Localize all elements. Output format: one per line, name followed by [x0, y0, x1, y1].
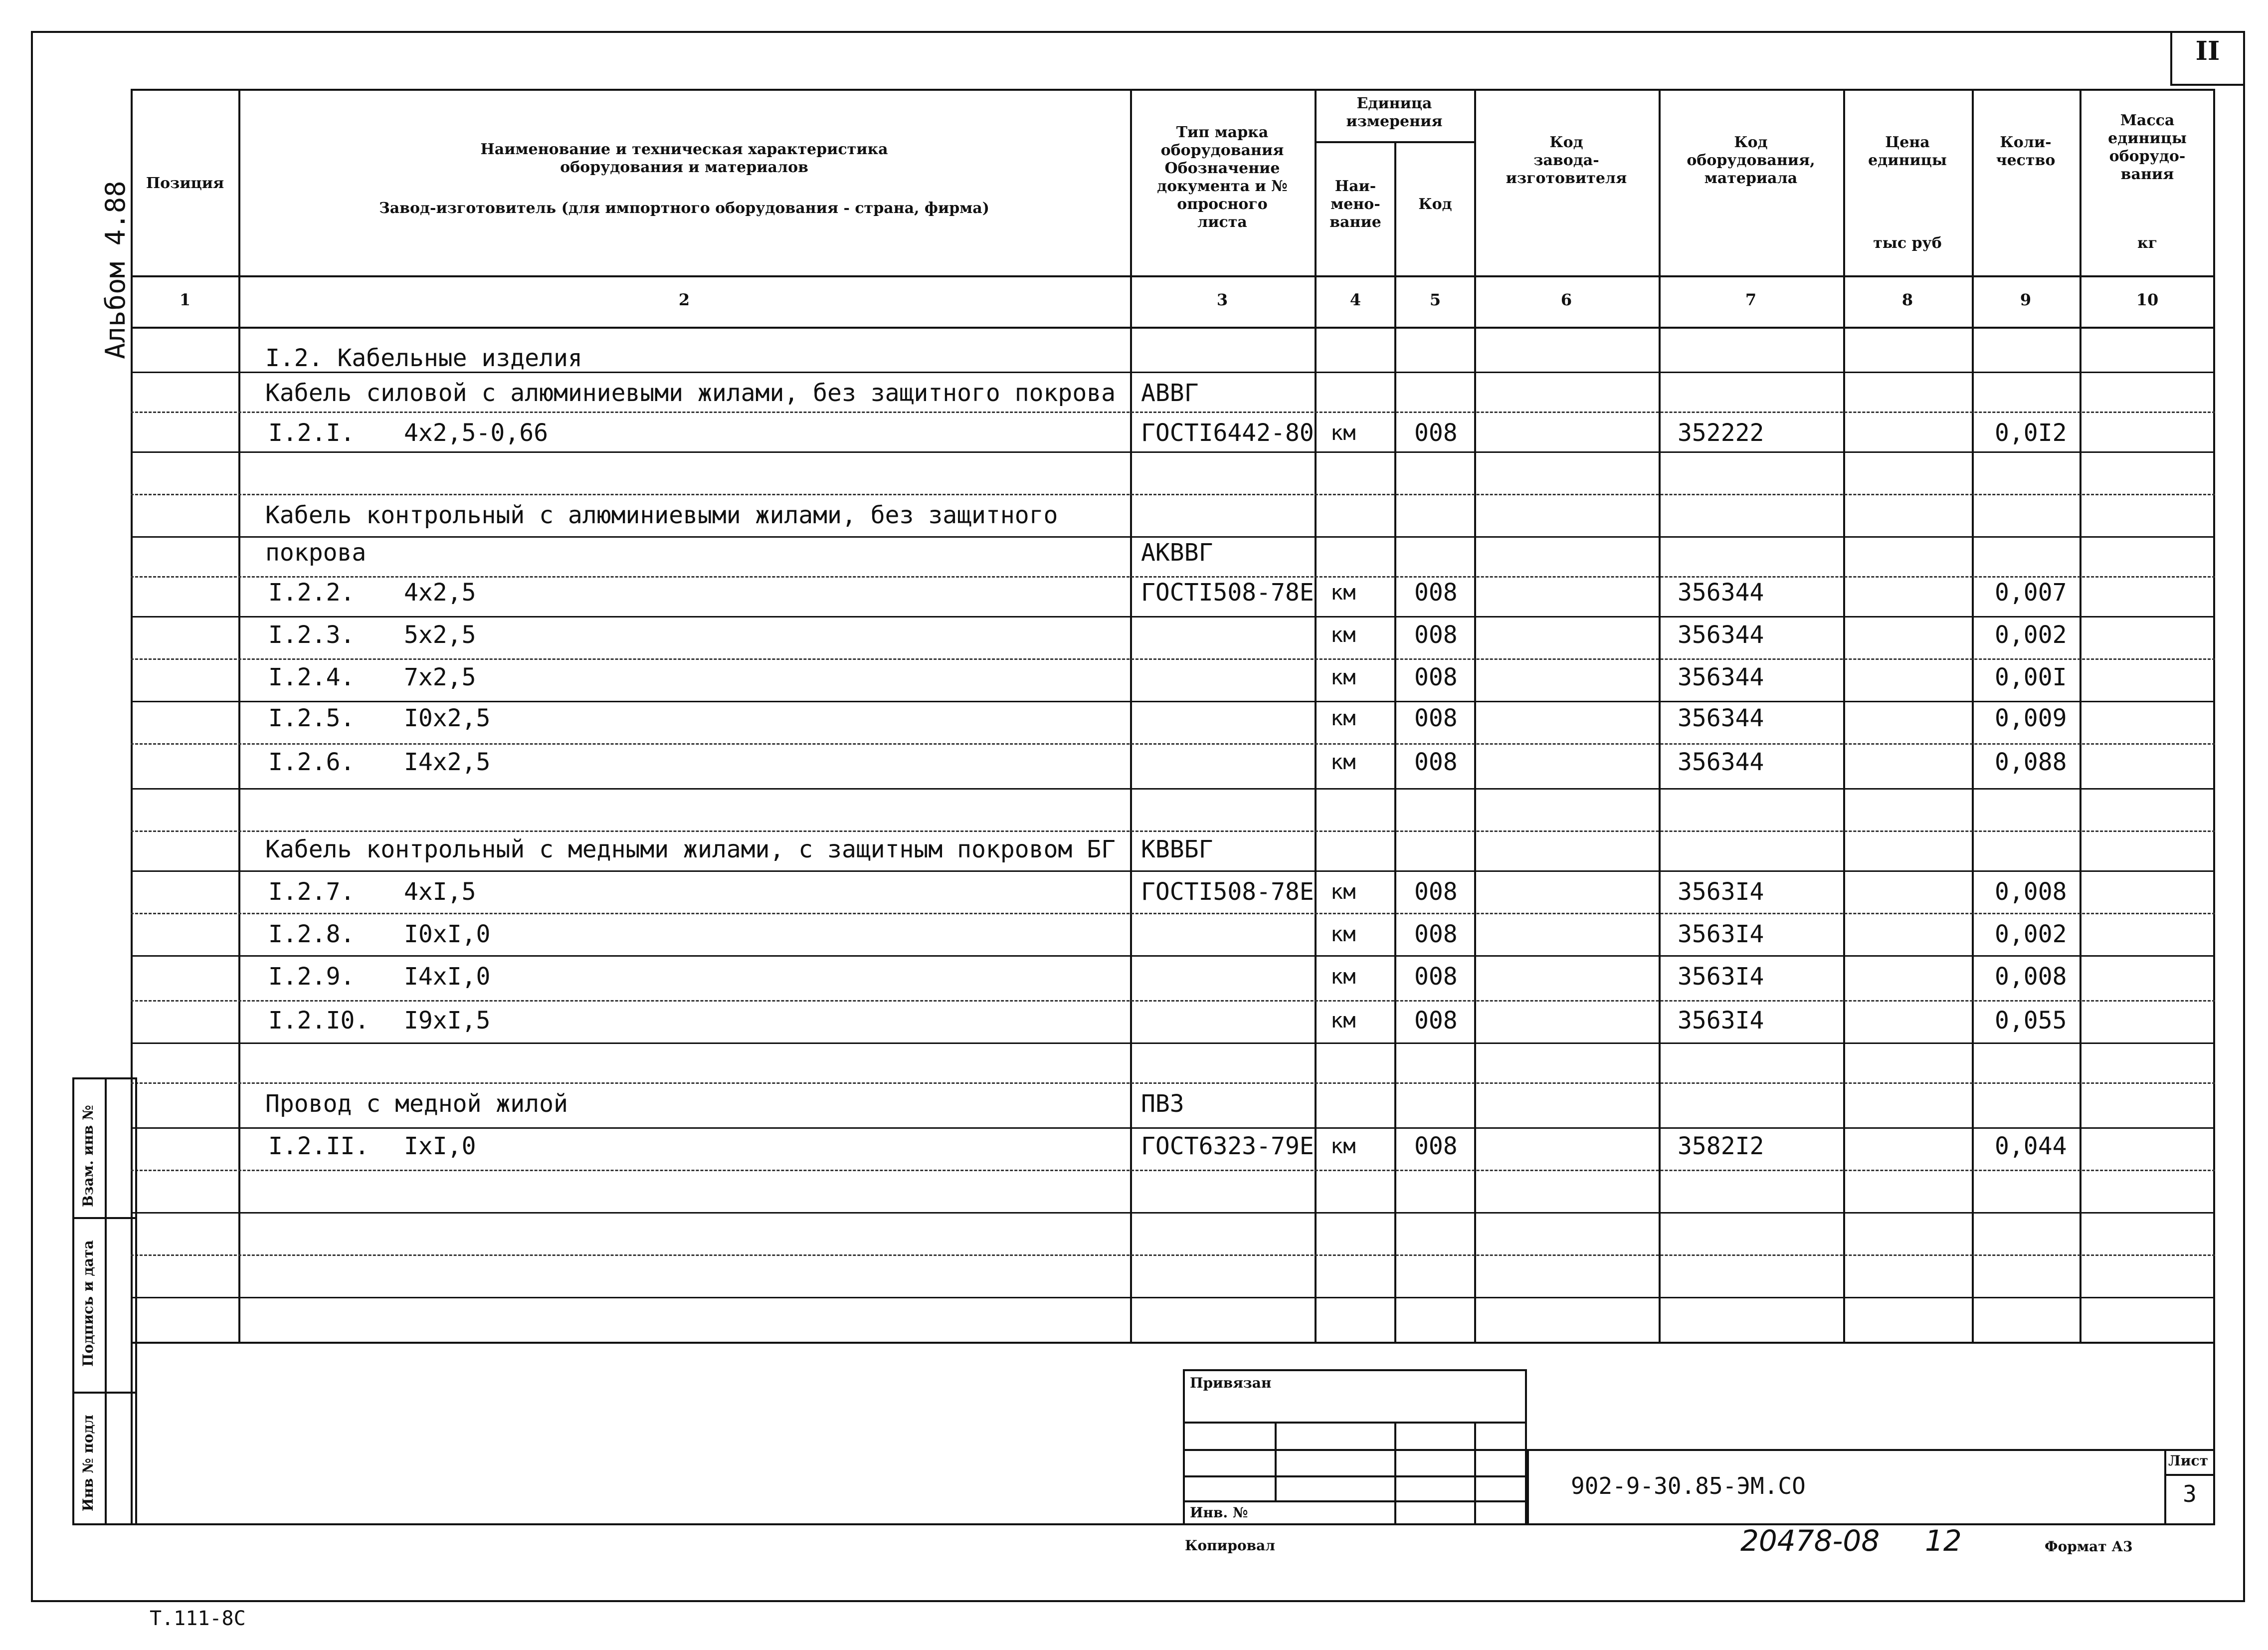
cell-unit: км [1330, 922, 1356, 946]
cell-quantity: 0,009 [1995, 704, 2067, 732]
colnum-5: 5 [1429, 290, 1441, 309]
hdr-name-l3: Завод-изготовитель (для импортного оборудования - страна, фирма) [379, 200, 989, 217]
row-divider [131, 1170, 2215, 1171]
cell-material-code: 356344 [1678, 663, 1764, 691]
row-divider [131, 1082, 2215, 1084]
list-box-split [2164, 1474, 2215, 1476]
format-label: Формат А3 [2045, 1538, 2133, 1555]
cell-quantity: 0,007 [1995, 579, 2067, 607]
cell-quantity: 0,008 [1995, 878, 2067, 906]
cell-material-code: 3563I4 [1678, 1007, 1764, 1034]
cell-position: I.2.8. [268, 920, 355, 948]
privyazan-label: Привязан [1190, 1375, 1272, 1391]
col-line-3 [1315, 89, 1317, 1342]
cell-code: 008 [1414, 1007, 1458, 1034]
stamp-inv: Инв № подл [80, 1415, 96, 1511]
cell-material-code: 3582I2 [1678, 1132, 1764, 1160]
row-divider [131, 536, 2215, 538]
cell-material-code: 356344 [1678, 579, 1764, 607]
cell-unit: км [1330, 1134, 1356, 1158]
cell-material-code: 3563I4 [1678, 963, 1764, 991]
body-bottom-line [131, 1342, 2215, 1344]
colnum-1: 1 [179, 290, 191, 309]
row-divider [131, 870, 2215, 872]
list-label: Лист [2168, 1452, 2208, 1469]
row-divider [131, 913, 2215, 914]
cell-name: 4x2,5-0,66 [404, 419, 548, 447]
cell-name: Провод с медной жилой [265, 1090, 568, 1118]
colnum-2: 2 [678, 290, 690, 309]
cell-unit: км [1330, 750, 1356, 774]
doc-code: 902-9-30.85-ЭМ.СО [1571, 1472, 1806, 1499]
cell-code: 008 [1414, 663, 1458, 691]
tb-vline-1 [1275, 1422, 1277, 1500]
hdr-price-unit: тыс руб [1873, 234, 1942, 252]
row-divider [131, 955, 2215, 957]
row-divider [131, 1297, 2215, 1298]
hdr-type-l4: документа и № [1157, 178, 1288, 195]
hdr-type-l5: опросного [1177, 196, 1268, 213]
hdr-type-l1: Тип марка [1176, 124, 1269, 141]
col-line-7 [1843, 89, 1845, 1342]
row-divider [131, 1127, 2215, 1129]
col-line-5 [1474, 89, 1476, 1342]
cell-code: 008 [1414, 920, 1458, 948]
hdr-type-l3: Обозначение [1164, 160, 1280, 177]
cell-unit: км [1330, 622, 1356, 647]
colnum-9: 9 [2020, 290, 2032, 309]
cell-unit: км [1330, 580, 1356, 605]
cell-name: Кабель контрольный с алюминиевыми жилами, без защитного [265, 501, 1058, 529]
kopiroval-label: Копировал [1185, 1537, 1276, 1554]
hdr-price-l1: Цена [1885, 134, 1930, 151]
col-line-6 [1659, 89, 1661, 1342]
cell-unit: км [1330, 1008, 1356, 1032]
row-divider [131, 788, 2215, 790]
cell-material-code: 352222 [1678, 419, 1764, 447]
row-divider [131, 1212, 2215, 1214]
cell-name: IxI,0 [404, 1132, 476, 1160]
cell-type: ПВЗ [1141, 1090, 1184, 1118]
hdr-unit-name-l1: Наи- [1334, 178, 1376, 195]
cell-material-code: 3563I4 [1678, 920, 1764, 948]
cell-code: 008 [1414, 621, 1458, 649]
col-line-8 [1972, 89, 1974, 1342]
header-bottom-line [131, 275, 2215, 277]
cell-quantity: 0,0I2 [1995, 419, 2067, 447]
cell-name: I0x2,5 [404, 704, 491, 732]
cell-name: Кабель контрольный с медными жилами, с защитным покровом БГ [265, 835, 1116, 863]
cell-material-code: 3563I4 [1678, 878, 1764, 906]
col-line-4 [1394, 141, 1396, 1342]
row-divider [131, 743, 2215, 745]
hdr-mass-unit: кг [2137, 234, 2158, 252]
colnum-10: 10 [2136, 290, 2159, 309]
hdr-unit-l1: Единица [1356, 95, 1432, 112]
cell-unit: км [1330, 420, 1356, 445]
cell-code: 008 [1414, 963, 1458, 991]
row-divider [131, 701, 2215, 702]
colnum-7: 7 [1745, 290, 1757, 309]
cell-code: 008 [1414, 1132, 1458, 1160]
album-label: Альбом 4.88 [100, 181, 131, 359]
cell-type: ГОСТ6323-79Е [1141, 1132, 1314, 1160]
row-divider [131, 451, 2215, 453]
hdr-mass-l3: оборудо- [2109, 148, 2186, 165]
row-divider [131, 616, 2215, 618]
cell-name: I9xI,5 [404, 1007, 491, 1034]
hdr-mfr-l1: Код [1549, 134, 1583, 151]
hdr-mfr-l2: завода- [1533, 152, 1599, 169]
cell-type: КВВБГ [1141, 835, 1213, 863]
cell-material-code: 356344 [1678, 748, 1764, 776]
cell-position: I.2.6. [268, 748, 355, 776]
cell-type: АВВГ [1141, 379, 1199, 407]
cell-code: 008 [1414, 579, 1458, 607]
row-divider [131, 576, 2215, 578]
cell-position: I.2.3. [268, 621, 355, 649]
cell-type: АКВВГ [1141, 539, 1213, 567]
cell-name: I0xI,0 [404, 920, 491, 948]
tb-vline-2 [1394, 1422, 1396, 1525]
colnum-4: 4 [1349, 290, 1361, 309]
cell-quantity: 0,055 [1995, 1007, 2067, 1034]
hdr-unit-l2: измерения [1346, 113, 1443, 130]
colnum-bottom-line [131, 327, 2215, 329]
row-divider [131, 1000, 2215, 1002]
col-line-2 [1130, 89, 1132, 1342]
cell-quantity: 0,002 [1995, 621, 2067, 649]
hdr-unit-name-l3: вание [1329, 213, 1381, 231]
cell-type: ГОСТI508-78Е [1141, 579, 1314, 607]
handwritten-number: 20478-08 [1740, 1524, 1880, 1558]
hdr-type-l2: оборудования [1160, 142, 1284, 159]
cell-unit: км [1330, 706, 1356, 730]
cell-position: I.2.5. [268, 704, 355, 732]
cell-name: Кабель силовой с алюминиевыми жилами, без защитного покрова [265, 379, 1116, 407]
hdr-mass-l1: Масса [2120, 112, 2175, 129]
cell-code: 008 [1414, 419, 1458, 447]
cell-position: I.2.I0. [268, 1007, 370, 1034]
handwritten-sheet: 12 [1925, 1524, 1962, 1558]
cell-position: I.2.9. [268, 963, 355, 991]
cell-unit: км [1330, 879, 1356, 904]
hdr-unit-name-l2: мено- [1330, 196, 1380, 213]
cell-type: ГОСТI6442-80 [1141, 419, 1314, 447]
cell-position: I.2.II. [268, 1132, 370, 1160]
list-number: 3 [2183, 1480, 2197, 1507]
hdr-name-l2: оборудования и материалов [560, 159, 808, 176]
tb-vline-3 [1474, 1422, 1476, 1525]
cell-name: I4x2,5 [404, 748, 491, 776]
hdr-mat-l2: оборудования, [1687, 152, 1815, 169]
cell-name: покрова [265, 539, 367, 567]
cell-name: I4xI,0 [404, 963, 491, 991]
form-code: Т.111-8С [150, 1607, 246, 1630]
cell-position: I.2.4. [268, 663, 355, 691]
row-divider [131, 1254, 2215, 1256]
hdr-price-l2: единицы [1868, 152, 1947, 169]
side-stamp-inner [105, 1077, 107, 1525]
hdr-qty-l2: чество [1996, 152, 2056, 169]
cell-name: 7x2,5 [404, 663, 476, 691]
cell-material-code: 356344 [1678, 621, 1764, 649]
hdr-qty-l1: Коли- [2000, 134, 2052, 151]
stamp-podpis: Подпись и дата [80, 1240, 96, 1367]
row-divider [131, 830, 2215, 832]
cell-quantity: 0,002 [1995, 920, 2067, 948]
colnum-3: 3 [1216, 290, 1228, 309]
row-divider [131, 494, 2215, 495]
inv-no-label: Инв. № [1190, 1504, 1248, 1521]
corner-sheet-number: II [2195, 36, 2220, 66]
cell-quantity: 0,00I [1995, 663, 2067, 691]
colnum-8: 8 [1901, 290, 1913, 309]
cell-quantity: 0,008 [1995, 963, 2067, 991]
row-divider [131, 1042, 2215, 1044]
col-line-1 [238, 89, 240, 1342]
cell-code: 008 [1414, 748, 1458, 776]
cell-type: ГОСТI508-78Е [1141, 878, 1314, 906]
cell-code: 008 [1414, 704, 1458, 732]
row-divider [131, 412, 2215, 413]
cell-quantity: 0,044 [1995, 1132, 2067, 1160]
hdr-name-l1: Наименование и техническая характеристика [480, 141, 888, 158]
hdr-position: Позиция [146, 175, 224, 192]
row-divider [131, 658, 2215, 660]
hdr-mat-l1: Код [1734, 134, 1768, 151]
hdr-type-l6: листа [1197, 213, 1247, 231]
hdr-mat-l3: материала [1704, 170, 1798, 187]
stamp-vzam: Взам. инв № [80, 1105, 96, 1207]
cell-position: I.2.2. [268, 579, 355, 607]
cell-unit: км [1330, 665, 1356, 689]
cell-code: 008 [1414, 878, 1458, 906]
cell-quantity: 0,088 [1995, 748, 2067, 776]
cell-unit: км [1330, 964, 1356, 989]
hdr-mass-l4: вания [2120, 166, 2174, 183]
hdr-unit-code: Код [1418, 196, 1452, 213]
cell-name: I.2. Кабельные изделия [265, 344, 582, 372]
colnum-6: 6 [1560, 290, 1572, 309]
cell-name: 4x2,5 [404, 579, 476, 607]
cell-position: I.2.I. [268, 419, 355, 447]
cell-name: 5x2,5 [404, 621, 476, 649]
hdr-mass-l2: единицы [2108, 130, 2187, 147]
cell-name: 4xI,5 [404, 878, 476, 906]
cell-position: I.2.7. [268, 878, 355, 906]
col-line-9 [2079, 89, 2081, 1342]
hdr-mfr-l3: изготовителя [1506, 170, 1627, 187]
cell-material-code: 356344 [1678, 704, 1764, 732]
